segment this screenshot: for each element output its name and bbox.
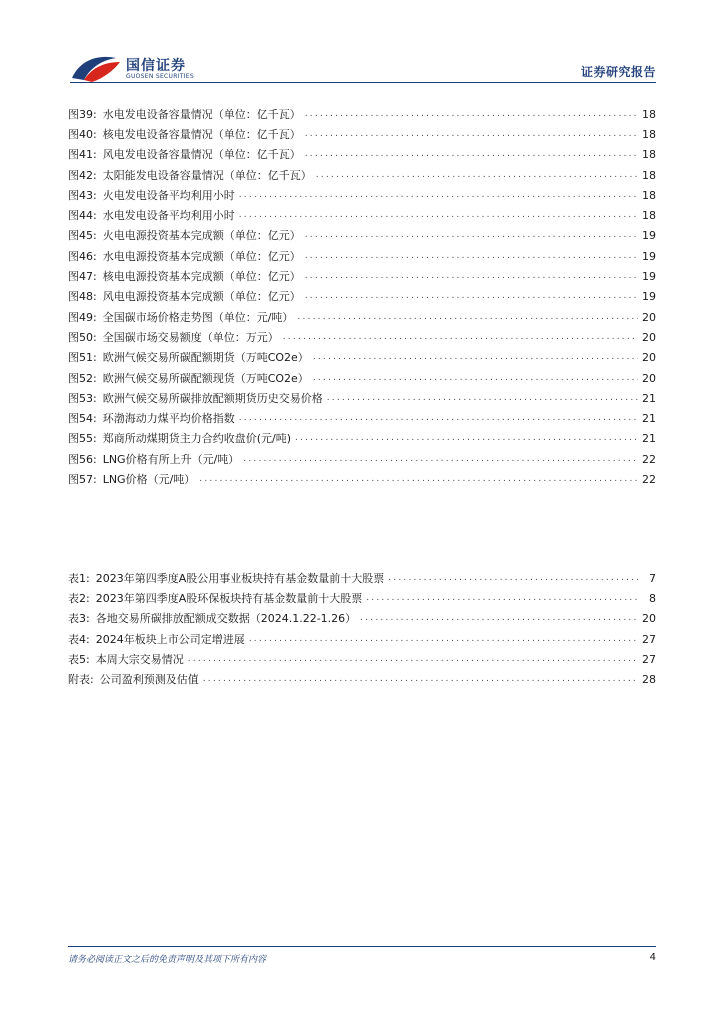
toc-entry-title: 太阳能发电设备容量情况（单位：亿千瓦） [102,168,312,182]
figure-toc-entry[interactable] [68,449,656,469]
toc-dot-leader [295,434,638,443]
toc-entry-number: 表5: [68,652,90,666]
toc-dot-leader [305,292,638,301]
figure-toc-entry[interactable] [68,124,656,144]
toc-entry-title: LNG价格（元/吨） [102,472,196,486]
toc-dot-leader [327,394,638,403]
toc-dot-leader [203,675,638,684]
toc-dot-leader [316,171,638,180]
toc-entry-page: 19 [642,290,656,304]
table-toc-entry[interactable] [68,649,656,669]
toc-entry-title: 风电发电设备容量情况（单位：亿千瓦） [102,148,301,162]
toc-entry-number: 图42: [68,168,97,182]
toc-dot-leader [305,252,638,261]
toc-entry-title: 郑商所动煤期货主力合约收盘价(元/吨) [102,432,291,446]
figure-toc-entry[interactable] [68,226,656,246]
toc-entry-page: 20 [642,330,656,344]
table-toc-entry[interactable] [68,568,656,588]
figure-toc-entry[interactable] [68,388,656,408]
figure-toc-entry[interactable] [68,408,656,428]
brand-name-en: GUOSEN SECURITIES [126,73,195,80]
toc-entry-page: 20 [642,351,656,365]
toc-entry-page: 8 [649,591,656,605]
toc-entry-number: 表1: [68,571,90,585]
toc-dot-leader [305,231,638,240]
toc-entry-title: 核电发电设备容量情况（单位：亿千瓦） [102,127,301,141]
figures-toc [68,104,656,490]
toc-entry-number: 图54: [68,412,97,426]
toc-dot-leader [239,191,638,200]
toc-dot-leader [283,333,638,342]
toc-entry-title: 风电电源投资基本完成额（单位：亿元） [102,290,301,304]
toc-entry-title: LNG价格有所上升（元/吨） [102,452,240,466]
toc-entry-title: 水电电源投资基本完成额（单位：亿元） [102,249,301,263]
tables-toc [68,568,656,690]
toc-entry-page: 18 [642,148,656,162]
table-toc-entry[interactable] [68,588,656,608]
toc-entry-page: 22 [642,452,656,466]
figure-toc-entry[interactable] [68,104,656,124]
toc-entry-title: 2024年板块上市公司定增进展 [95,632,245,646]
toc-dot-leader [366,594,638,603]
toc-entry-page: 21 [642,391,656,405]
toc-entry-page: 7 [649,571,656,585]
toc-entry-number: 图48: [68,290,97,304]
toc-entry-number: 图55: [68,432,97,446]
toc-dot-leader [313,353,638,362]
figure-toc-entry[interactable] [68,287,656,307]
page-number: 4 [649,952,656,963]
toc-entry-page: 19 [642,270,656,284]
figure-toc-entry[interactable] [68,429,656,449]
guosen-logo-icon [70,52,122,84]
figure-toc-entry[interactable] [68,185,656,205]
toc-entry-number: 图46: [68,249,97,263]
toc-entry-number: 图39: [68,107,97,121]
toc-entry-title: 火电电源投资基本完成额（单位：亿元） [102,229,301,243]
toc-entry-number: 图52: [68,371,97,385]
toc-entry-number: 图57: [68,472,97,486]
toc-dot-leader [297,313,638,322]
toc-entry-page: 28 [642,673,656,687]
toc-entry-page: 20 [642,310,656,324]
toc-entry-number: 表3: [68,612,90,626]
toc-dot-leader [305,130,638,139]
toc-dot-leader [199,475,638,484]
toc-entry-title: 各地交易所碳排放配额成交数据（2024.1.22-1.26） [95,612,357,626]
toc-entry-number: 图53: [68,391,97,405]
figure-toc-entry[interactable] [68,145,656,165]
toc-entry-title: 2023年第四季度A股公用事业板块持有基金数量前十大股票 [95,571,385,585]
toc-entry-page: 20 [642,612,656,626]
figure-toc-entry[interactable] [68,266,656,286]
toc-entry-number: 图50: [68,330,97,344]
toc-dot-leader [305,150,638,159]
figure-toc-entry[interactable] [68,368,656,388]
toc-entry-number: 图43: [68,188,97,202]
figure-toc-entry[interactable] [68,307,656,327]
toc-entry-number: 图44: [68,209,97,223]
toc-entry-title: 全国碳市场交易额度（单位：万元） [102,330,279,344]
toc-entry-title: 欧洲气候交易所碳排放配额期货历史交易价格 [102,391,323,405]
toc-entry-number: 图41: [68,148,97,162]
toc-dot-leader [388,574,638,583]
toc-entry-page: 27 [642,652,656,666]
figure-toc-entry[interactable] [68,246,656,266]
toc-entry-title: 全国碳市场价格走势图（单位：元/吨） [102,310,294,324]
figure-toc-entry[interactable] [68,469,656,489]
toc-dot-leader [188,655,638,664]
toc-entry-number: 图40: [68,127,97,141]
toc-dot-leader [305,272,638,281]
toc-entry-number: 图47: [68,270,97,284]
figure-toc-entry[interactable] [68,348,656,368]
toc-dot-leader [239,211,638,220]
toc-entry-title: 水电发电设备容量情况（单位：亿千瓦） [102,107,301,121]
guosen-logo [70,52,210,86]
toc-entry-page: 20 [642,371,656,385]
footer-divider [68,946,656,947]
toc-entry-title: 水电发电设备平均利用小时 [102,209,235,223]
toc-entry-page: 21 [642,432,656,446]
toc-entry-page: 18 [642,209,656,223]
header-divider [70,82,656,83]
toc-entry-title: 欧洲气候交易所碳配额期货（万吨CO2e） [102,351,309,365]
table-toc-entry[interactable] [68,609,656,629]
toc-entry-title: 公司盈利预测及估值 [99,673,199,687]
toc-entry-title: 本周大宗交易情况 [95,652,184,666]
toc-dot-leader [239,414,638,423]
toc-entry-page: 18 [642,127,656,141]
toc-entry-page: 27 [642,632,656,646]
toc-entry-number: 表4: [68,632,90,646]
toc-entry-page: 19 [642,249,656,263]
toc-dot-leader [313,374,638,383]
figure-toc-entry[interactable] [68,205,656,225]
toc-entry-title: 火电发电设备平均利用小时 [102,188,235,202]
figure-toc-entry[interactable] [68,165,656,185]
toc-entry-title: 核电电源投资基本完成额（单位：亿元） [102,270,301,284]
toc-entry-page: 22 [642,472,656,486]
toc-entry-title: 欧洲气候交易所碳配额现货（万吨CO2e） [102,371,309,385]
page-header [0,0,724,90]
toc-entry-page: 21 [642,412,656,426]
toc-entry-page: 19 [642,229,656,243]
toc-entry-number: 图49: [68,310,97,324]
toc-dot-leader [305,110,638,119]
toc-entry-page: 18 [642,188,656,202]
toc-entry-number: 图45: [68,229,97,243]
toc-entry-title: 环渤海动力煤平均价格指数 [102,412,235,426]
toc-dot-leader [249,635,638,644]
toc-entry-page: 18 [642,107,656,121]
figure-toc-entry[interactable] [68,327,656,347]
report-type-label: 证券研究报告 [580,65,656,79]
brand-name-cn: 国信证券 [126,58,186,74]
toc-entry-number: 图51: [68,351,97,365]
toc-entry-number: 附表: [68,673,94,687]
toc-entry-number: 图56: [68,452,97,466]
disclaimer-note: 请务必阅读正文之后的免责声明及其项下所有内容 [68,955,267,965]
toc-entry-page: 18 [642,168,656,182]
table-toc-entry[interactable] [68,669,656,689]
toc-dot-leader [243,455,638,464]
table-toc-entry[interactable] [68,629,656,649]
toc-entry-number: 表2: [68,591,90,605]
toc-dot-leader [360,614,638,623]
toc-entry-title: 2023年第四季度A股环保板块持有基金数量前十大股票 [95,591,363,605]
